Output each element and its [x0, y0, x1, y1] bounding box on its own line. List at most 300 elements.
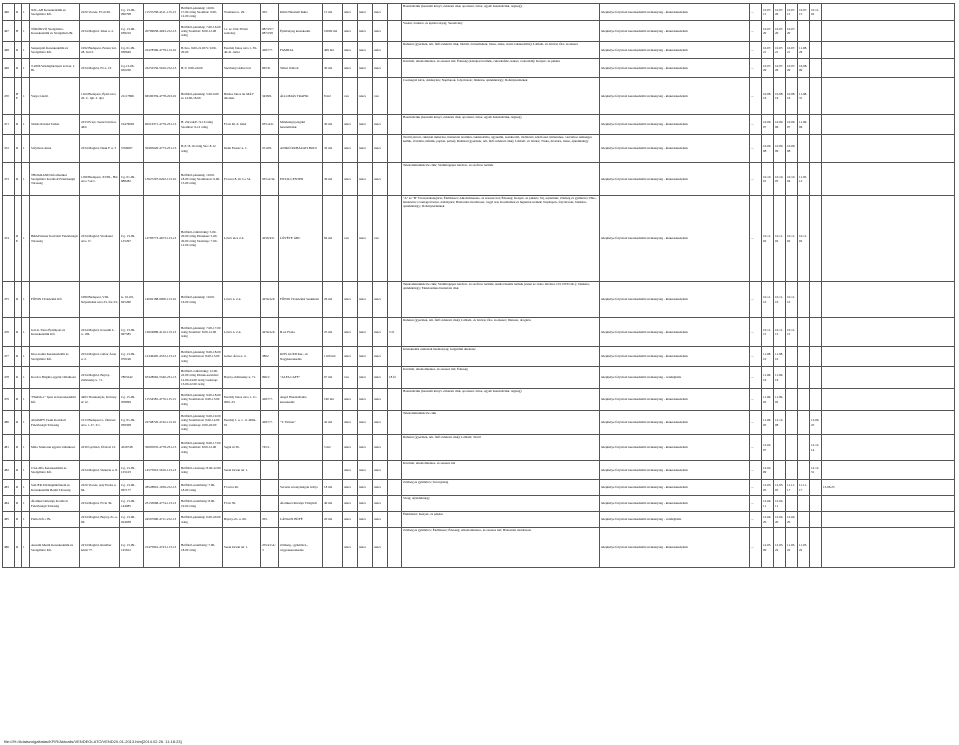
- flag-2-cell: nincs: [358, 115, 373, 135]
- flag-2-cell: nincs: [358, 78, 373, 115]
- count-cell: 1: [22, 318, 30, 347]
- company-name-cell: THOGRAND Informatikai Szolgáltató Korlátolt Felelősségű Társaság: [30, 163, 80, 196]
- date-1-cell: 12.05.09: [762, 528, 774, 568]
- date-2-cell: 10.10.05: [774, 163, 786, 196]
- date-5-cell: 10.11.02: [810, 4, 822, 21]
- extra-mark-cell: ...: [750, 512, 762, 528]
- registry-number-cell: Cg. 13-06-024638: [120, 512, 144, 528]
- row-number-cell: 482: [3, 461, 15, 480]
- registry-number-cell: 19476692: [120, 115, 144, 135]
- company-address-cell: 1180 Budapest, XVIII., Hát utca 7/A/1.: [80, 163, 120, 196]
- activity-type-cell: telephelye folytatott kereskedelmi tevékenység - kiskereskedelem: [600, 435, 750, 461]
- date-1-cell: 11.06.16: [762, 367, 774, 389]
- flag-2-cell: nincs: [358, 42, 373, 59]
- shop-name-cell: FŐNIX Távközlési Szaküzlet: [279, 282, 323, 318]
- registry-number-cell: Cg. 13-09-144085: [120, 496, 144, 512]
- trailing-cell-cell: [822, 411, 955, 435]
- flag-2-cell: nincs: [358, 196, 373, 282]
- date-5-cell: [810, 21, 822, 42]
- trailing-cell-cell: [822, 528, 955, 568]
- site-address-cell: Fő utca 46.: [223, 480, 261, 496]
- tax-number-cell: 12824898-4110-113-13: [144, 318, 180, 347]
- extra-mark-cell: ...: [750, 318, 762, 347]
- site-address-cell: Széchenyi Albert tér: [223, 59, 261, 78]
- trailing-cell-cell: [822, 196, 955, 282]
- site-address-cell: Lővér u. 2-4.: [223, 282, 261, 318]
- trailing-cell-cell: [822, 347, 955, 367]
- trailing-cell-cell: [822, 135, 955, 163]
- status-cell: R: [15, 528, 22, 568]
- date-1-cell: 10.09.07: [762, 115, 774, 135]
- parcel-number-cell: 935/A/6.: [261, 115, 279, 135]
- flag-3-cell: nincs: [373, 347, 388, 367]
- company-name-cell: XZL-AB Kereskedelmi és Szolgáltató Kft.: [30, 4, 80, 21]
- activity-type-cell: telephelye folytatott kereskedelmi tevékenység - kiskereskedelem: [600, 528, 750, 568]
- flag-3-cell: nincs: [373, 512, 388, 528]
- company-address-cell: 2220 Vecsés, Fő út 60.: [80, 4, 120, 21]
- opening-hours-cell: Hétfőtől-péntekig: 9.00-18.00 óráig Szombaton: 9.00-13.00 óráig: [180, 389, 223, 411]
- company-address-cell: 2234 Maglód, Gábor Áron u. 2.: [80, 347, 120, 367]
- date-3-cell: 10.11.10: [786, 282, 798, 318]
- flag-3-cell: nincs: [373, 435, 388, 461]
- activity-type-cell: telephelye folytatott kereskedelmi tevékenység - kiskereskedelem: [600, 135, 750, 163]
- date-2-cell: 10.11.10: [774, 282, 786, 318]
- company-name-cell: TÖRÖKVÖ Szolgáltató-Kereskedelmi és Szolgáltató Bt.: [30, 21, 80, 42]
- extra-mark-cell: ...: [750, 282, 762, 318]
- registry-number-cell: Cg. 13-09-125103: [120, 461, 144, 480]
- flag-1-cell: nincs: [343, 4, 358, 21]
- date-5-cell: 12.12.14: [810, 435, 822, 461]
- table-row: [3, 196, 955, 282]
- flag-4-cell: [388, 389, 402, 411]
- tax-number-cell: 66500359-4778-223-01: [144, 78, 180, 115]
- shop-name-cell: Kültő Használt Ruha: [279, 4, 323, 21]
- date-1-cell: 10.10.01: [762, 163, 774, 196]
- extra-mark-cell: ...: [750, 4, 762, 21]
- parcel-number-cell: 428/7/7.: [261, 411, 279, 435]
- extra-mark-cell: ...: [750, 411, 762, 435]
- site-address-cell: Fő út 40. 6. üzlet: [223, 115, 261, 135]
- trailing-cell-cell: [822, 21, 955, 42]
- activity-type-cell: telephelye folytatott kereskedelmi tevékenység - kiskereskedelem: [600, 78, 750, 115]
- flag-3-cell: nincs: [373, 163, 388, 196]
- goods-list-cell: Vasáru, barkács, és építési anyag; Szerelvény: [402, 21, 600, 42]
- site-address-cell: 11. sz. főút 30 km szelvény: [223, 21, 261, 42]
- flag-2-cell: nincs: [358, 528, 373, 568]
- date-5-cell: [810, 163, 822, 196]
- flag-2-cell: nincs: [358, 480, 373, 496]
- site-address-cell: Fő utca 8-10. Lo 34.: [223, 163, 261, 196]
- activity-type-cell: telephelye folytatott kereskedelmi tevékenység - kiskereskedelem: [600, 411, 750, 435]
- flag-4-cell: [388, 21, 402, 42]
- status-cell: R: [15, 4, 22, 21]
- flag-2-cell: nincs: [358, 512, 373, 528]
- parcel-number-cell: [261, 461, 279, 480]
- activity-type-cell: telephelye folytatott kereskedelmi tevékenység - kiskereskedelem: [600, 461, 750, 480]
- company-address-cell: 2230 Gyömrő, Ülők út 12.: [80, 435, 120, 461]
- flag-1-cell: van: [343, 78, 358, 115]
- flag-4-cell: [388, 163, 402, 196]
- table-row: [3, 78, 955, 115]
- company-name-cell: T-2006 Vendéglátóipari és Ker. é Bt.: [30, 59, 80, 78]
- shop-name-cell: Álomkert Rózsája Virágbolt: [279, 496, 323, 512]
- flag-2-cell: nincs: [358, 318, 373, 347]
- registry-number-cell: Cg. 01-09-938649: [120, 42, 144, 59]
- extra-mark-cell: ...: [750, 196, 762, 282]
- date-3-cell: 12.04.20: [786, 512, 798, 528]
- floor-area-cell: 8 m2: [323, 78, 343, 115]
- count-cell: 1: [22, 496, 30, 512]
- status-cell: R: [15, 389, 22, 411]
- flag-1-cell: nincs: [343, 21, 358, 42]
- opening-hours-cell: H-V. 0:00-24:00: [180, 59, 223, 78]
- company-name-cell: Szuperpiló Kereskedelmi és Szolgáltató Kft.: [30, 42, 80, 59]
- date-3-cell: 10.09.07: [786, 115, 798, 135]
- count-cell: 1: [22, 367, 30, 389]
- activity-type-cell: telephelye folytatott kereskedelmi tevékenység - kiskereskedelem: [600, 115, 750, 135]
- date-1-cell: 10.09.08: [762, 135, 774, 163]
- company-name-cell: Álomkert Rózsája Korlátolt Felelősségű Társaság: [30, 496, 80, 512]
- date-2-cell: 12.04.20: [774, 512, 786, 528]
- date-5-cell: [810, 480, 822, 496]
- date-3-cell: [786, 389, 798, 411]
- date-3-cell: 10.07.20: [786, 21, 798, 42]
- flag-2-cell: nincs: [358, 496, 373, 512]
- date-4-cell: [798, 282, 810, 318]
- shop-name-cell: "ALFA CAFE": [279, 367, 323, 389]
- activity-type-cell: telephelye folytatott kereskedelmi tevékenység - kiskereskedelem: [600, 480, 750, 496]
- floor-area-cell: 32 m2: [323, 135, 343, 163]
- flag-4-cell: [388, 4, 402, 21]
- date-3-cell: 10.09.08: [786, 135, 798, 163]
- flag-2-cell: nincs: [358, 21, 373, 42]
- flag-1-cell: nincs: [343, 411, 358, 435]
- company-address-cell: 2234 Maglód, Kossuth L. u. 106.: [80, 318, 120, 347]
- date-5-cell: [810, 115, 822, 135]
- goods-list-cell: Ruházat (gyermek, női, férfi ruházati cikk); Lábbeli; Textil: [402, 435, 600, 461]
- activity-type-cell: telephelye folytatott kereskedelmi tevékenység - kiskereskedelem: [600, 4, 750, 21]
- date-5-cell: [810, 496, 822, 512]
- company-name-cell: B&GPrinster Korlátolt Felelősségű Társaság: [30, 196, 80, 282]
- extra-mark-cell: ...: [750, 389, 762, 411]
- goods-list-cell: "A" és "B" fővesszőkategória; Élelmiszer; Alkoholmentes- és szeszes ital; Édesség; Kenyér- és pékáru; Tej, tejtermék; Zöldség és gyümölcs; Hús-, hentesáru; Csomagolt kávé, dohányáru; Háztartási tisztítószer, vegyi áru; Kozmetikai és higiéniai termék; Napilapok, folyóiratok; Játékáru, ajándéktárgy; Dohánytermékek: [402, 196, 600, 282]
- flag-4-cell: [388, 42, 402, 59]
- extra-mark-cell: ...: [750, 59, 762, 78]
- table-row: [3, 411, 955, 435]
- parcel-number-cell: 3438/6.: [261, 78, 279, 115]
- date-3-cell: 11.03.22: [786, 528, 798, 568]
- date-1-cell: 10.07.15: [762, 4, 774, 21]
- date-1-cell: 12.04.11: [762, 496, 774, 512]
- flag-2-cell: nincs: [358, 59, 373, 78]
- activity-type-cell: telephelye folytatott kereskedelmi tevékenység - kiskereskedelem: [600, 318, 750, 347]
- company-address-cell: 2233 Ecser, Szent István u. 46/b: [80, 115, 120, 135]
- shop-name-cell: Zöldség-, gyümölcs-, vegyeskereskedés: [279, 528, 323, 568]
- site-address-cell: Bethes János tér MÁV állomás: [223, 78, 261, 115]
- floor-area-cell: 20 m2: [323, 512, 343, 528]
- tax-number-cell: 20769658-4943-212-13: [144, 21, 180, 42]
- date-1-cell: 10.11.10: [762, 282, 774, 318]
- count-cell: 1: [22, 163, 30, 196]
- registry-number-cell: Cg. 13-09-145812: [120, 528, 144, 568]
- trailing-cell-cell: [822, 461, 955, 480]
- floor-area-cell: [323, 461, 343, 480]
- date-5-cell: 13.06.25: [810, 411, 822, 435]
- date-2-cell: 12.12.08: [774, 411, 786, 435]
- site-address-cell: Gábor Áron u. 2.: [223, 347, 261, 367]
- parcel-number-cell: [261, 480, 279, 496]
- trailing-cell-cell: [822, 389, 955, 411]
- extra-mark-cell: ...: [750, 528, 762, 568]
- status-cell: R: [15, 411, 22, 435]
- extra-mark-cell: ...: [750, 367, 762, 389]
- opening-hours-cell: Hétfőtől-szombatig: 8.00-19.00 óráig: [180, 496, 223, 512]
- table-row: [3, 21, 955, 42]
- flag-3-cell: nincs: [373, 282, 388, 318]
- shop-name-cell: LŐVÉTE ÁBC: [279, 196, 323, 282]
- registry-number-cell: 21117806: [120, 78, 144, 115]
- company-name-cell: SAUER Zöldséghűtőüzem és Kereskedelmi Betéti Társaság: [30, 480, 80, 496]
- company-name-cell: Sólymosi Anna: [30, 135, 80, 163]
- date-1-cell: 10.07.20: [762, 21, 774, 42]
- date-3-cell: 10.11.02: [786, 196, 798, 282]
- date-4-cell: [798, 435, 810, 461]
- extra-mark-cell: ...: [750, 496, 762, 512]
- registry-number-cell: Cg. 13-09-090798: [120, 4, 144, 21]
- company-address-cell: 2234 Maglód, Jókai u. 2.: [80, 21, 120, 42]
- parcel-number-cell: 4256/A/6.: [261, 282, 279, 318]
- registry-number-cell: Cg. 01-09-888282: [120, 163, 144, 196]
- flag-2-cell: nincs: [358, 411, 373, 435]
- parcel-number-cell: 935/A/34.: [261, 163, 279, 196]
- row-number-cell: 466: [3, 4, 15, 21]
- count-cell: 1: [22, 461, 30, 480]
- company-address-cell: 2234 Maglód, Rendber körút 77.: [80, 528, 120, 568]
- floor-area-cell: 25 m2: [323, 318, 343, 347]
- count-cell: 1: [22, 42, 30, 59]
- flag-1-cell: nincs: [343, 318, 358, 347]
- floor-area-cell: 15 m2: [323, 4, 343, 21]
- parcel-number-cell: 0873/57; 0873/58: [261, 21, 279, 42]
- count-cell: 1: [22, 528, 30, 568]
- row-number-cell: 467: [3, 21, 15, 42]
- floor-area-cell: [323, 528, 343, 568]
- extra-mark-cell: ...: [750, 461, 762, 480]
- floor-area-cell: 30 m2: [323, 59, 343, 78]
- parcel-number-cell: 428/7/7.: [261, 42, 279, 59]
- trailing-cell-cell: [822, 282, 955, 318]
- registry-number-cell: Cg. 15-09-058099: [120, 389, 144, 411]
- goods-list-cell: Telekommunikációs cikk; Számítógépes hardver- és szoftver termék: [402, 163, 600, 196]
- activity-type-cell: telephelye folytatott kereskedelmi tevékenység - vendéglátás: [600, 512, 750, 528]
- extra-mark-cell: ...: [750, 78, 762, 115]
- row-number-cell: 486: [3, 528, 15, 568]
- flag-4-cell: [388, 496, 402, 512]
- row-number-cell: 478: [3, 367, 15, 389]
- table-row: [3, 42, 955, 59]
- goods-list-cell: Virág; Ajándéktárgy: [402, 496, 600, 512]
- goods-list-cell: Ruházat (gyermek, női, férfi ruházati cikk); Lábbeli- és bőráru; Óra- és ékszer; Illatszer, drogéria: [402, 318, 600, 347]
- status-cell: R: [15, 435, 22, 461]
- status-cell: R: [15, 512, 22, 528]
- status-cell: R: [15, 163, 22, 196]
- trailing-cell-cell: [822, 435, 955, 461]
- count-cell: 1: [22, 480, 30, 496]
- count-cell: 1: [22, 21, 30, 42]
- extra-mark-cell: ...: [750, 480, 762, 496]
- date-2-cell: 11.08.10: [774, 347, 786, 367]
- flag-2-cell: nincs: [358, 282, 373, 318]
- date-3-cell: 10.11.15: [786, 318, 798, 347]
- tax-number-cell: 60216371-4779-231-13: [144, 115, 180, 135]
- site-address-cell: Deák Ferenc u. 1.: [223, 135, 261, 163]
- flag-3-cell: nincs: [373, 389, 388, 411]
- company-address-cell: 1013 Budapest I., Öntevér utca 1. 27. 3/1.: [80, 411, 120, 435]
- row-number-cell: 475: [3, 282, 15, 318]
- flag-3-cell: nincs: [373, 318, 388, 347]
- date-5-cell: [810, 135, 822, 163]
- goods-list-cell: Csomagolt kávé, dohányáru; Napilapok, folyóiratok; Játékáru, ajándéktárgy; Dohánytermékek: [402, 78, 600, 115]
- status-cell: R: [15, 461, 22, 480]
- date-4-cell: 10.07.15: [798, 4, 810, 21]
- date-4-cell: [798, 347, 810, 367]
- flag-3-cell: nincs: [373, 411, 388, 435]
- flag-2-cell: nincs: [358, 135, 373, 163]
- date-4-cell: [798, 318, 810, 347]
- extra-mark-cell: ...: [750, 435, 762, 461]
- date-3-cell: 10.07.29: [786, 59, 798, 78]
- flag-3-cell: nincs: [373, 4, 388, 21]
- status-cell: H: [15, 21, 22, 42]
- registry-number-cell: 5766097: [120, 135, 144, 163]
- register-rows: [3, 4, 955, 568]
- flag-3-cell: nincs: [373, 496, 388, 512]
- status-cell: R: [15, 59, 22, 78]
- company-address-cell: 1092 Budapest, Ferenc krt. 28. fszt.5.: [80, 42, 120, 59]
- table-row: [3, 528, 955, 568]
- flag-4-cell: [388, 435, 402, 461]
- trailing-cell-cell: [822, 4, 955, 21]
- opening-hours-cell: H. Zárvak/P.: 9-16 óráig Szombat: 9-12 óráig: [180, 115, 223, 135]
- tax-number-cell: 14783773-4673-113-13: [144, 196, 180, 282]
- tax-number-cell: 28528810-1039-212-13: [144, 480, 180, 496]
- date-1-cell: 10.11.02: [762, 196, 774, 282]
- date-4-cell: [798, 496, 810, 512]
- registry-number-cell: Cg. 13-09-125297: [120, 196, 144, 282]
- goods-list-cell: Kávéital, alkoholmentes- és szeszes ital; Édesség (édesipari termék, cukorkaféle, kakaó, csokoládé); Kenyér- és pékáru: [402, 59, 600, 78]
- goods-list-cell: Kávéital, alkoholmentes- és szeszes ital: [402, 461, 600, 480]
- flag-4-cell: 5 fő: [388, 318, 402, 347]
- date-5-cell: [810, 318, 822, 347]
- opening-hours-cell: Hétfőtől-péntekig: 8.00-18.00 óráig Szombaton: 8.00-13.00 óráig: [180, 347, 223, 367]
- row-number-cell: 473: [3, 163, 15, 196]
- company-address-cell: 4493 Tiszakanyár, Kölcsey út 12.: [80, 389, 120, 411]
- date-1-cell: 12.03.05: [762, 480, 774, 496]
- tax-number-cell: 11554585-4779-115-15: [144, 389, 180, 411]
- flag-4-cell: [388, 512, 402, 528]
- registry-number-cell: G. 01-09-925260: [120, 282, 144, 318]
- flag-3-cell: nincs: [373, 480, 388, 496]
- parcel-number-cell: 2554/1/A/3: [261, 528, 279, 568]
- company-name-cell: Gál és Társa Építőipari és Kereskedelmi Kft.: [30, 318, 80, 347]
- date-1-cell: 11.08.10: [762, 347, 774, 367]
- tax-number-cell: 21475891-4723-113-13: [144, 528, 180, 568]
- date-5-cell: [810, 367, 822, 389]
- trailing-cell-cell: [822, 512, 955, 528]
- opening-hours-cell: Hétfőtől-péntekig: 8.00-17.00 óráig Szombat: 8.00-12.00 óráig: [180, 435, 223, 461]
- count-cell: 1: [22, 196, 30, 282]
- flag-1-cell: nincs: [343, 480, 358, 496]
- extra-mark-cell: ...: [750, 21, 762, 42]
- opening-hours-cell: Hétfőtől-péntekig: 10.00-16.00 óráig: [180, 282, 223, 318]
- shop-name-cell: Mindenigi pengahí használtcikk: [279, 115, 323, 135]
- floor-area-cell: 1100 m2: [323, 347, 343, 367]
- flag-4-cell: 18 fő: [388, 367, 402, 389]
- date-4-cell: 11.08.26: [798, 42, 810, 59]
- flag-2-cell: nincs: [358, 389, 373, 411]
- flag-3-cell: nincs: [373, 42, 388, 59]
- activity-type-cell: telephelye folytatott kereskedelmi tevékenység - kiskereskedelem: [600, 496, 750, 512]
- date-4-cell: [798, 461, 810, 480]
- opening-hours-cell: Hétfőtől-csütörtökig: 5.00-20.00 óráig Pénteken: 5.00-20.00 óráig Vasárnap: 7.00-12.00 óráig: [180, 196, 223, 282]
- flag-2-cell: nincs: [358, 4, 373, 21]
- parcel-number-cell: 205.: [261, 512, 279, 528]
- trailing-cell-cell: [822, 163, 955, 196]
- registry-number-cell: Cg. 13-06-067177: [120, 480, 144, 496]
- date-2-cell: 11.09.02: [774, 389, 786, 411]
- company-name-cell: Anasim Mezál Kereskedelmi és Szolgáltató Kft.: [30, 528, 80, 568]
- site-address-cell: Ezerbáj János utca 1. 11-0001-01: [223, 389, 261, 411]
- flag-3-cell: nincs: [373, 528, 388, 568]
- shop-name-cell: ÁLLOMÁS TRAFIK: [279, 78, 323, 115]
- date-3-cell: [786, 411, 798, 435]
- row-number-cell: 485: [3, 512, 15, 528]
- site-address-cell: Segát út 36.: [223, 435, 261, 461]
- opening-hours-cell: H-P.: 8-16 óráig Szo: 8-12 óráig: [180, 135, 223, 163]
- date-3-cell: [786, 435, 798, 461]
- goods-list-cell: Textil (szövet, ruházati méteráru, háztartási textiláru, lakástextília, ágynemű, asztalterítő, törölköző, kötőfonal, hímzéshez, varráshoz szükséges kellék, rövidáru, tűfélék, paplan, párna); Ruházat (gyermek, női, férfi ruházati cikk); Lábbeli- és bőráru; Táska, divatáru, bizsu, ajándéktárgy: [402, 135, 600, 163]
- flag-3-cell: nincs: [373, 59, 388, 78]
- count-cell: 1: [22, 135, 30, 163]
- date-2-cell: 10.09.06: [774, 115, 786, 135]
- table-row: [3, 480, 955, 496]
- shop-name-cell: FAMILIA: [279, 42, 323, 59]
- trailing-cell-cell: 13.06.25: [822, 480, 955, 496]
- parcel-number-cell: 965/8.: [261, 59, 279, 78]
- date-4-cell: [798, 367, 810, 389]
- site-address-cell: Bajcsy-Zs. u. 69.: [223, 512, 261, 528]
- site-address-cell: Wodianer u. 29.: [223, 4, 261, 21]
- date-1-cell: 11.09.02: [762, 389, 774, 411]
- shop-name-cell: B-ex Flotta: [279, 318, 323, 347]
- date-4-cell: 10.08.09: [798, 59, 810, 78]
- floor-area-cell: 42 m2: [323, 411, 343, 435]
- date-3-cell: [786, 347, 798, 367]
- opening-hours-cell: Hétfőtől-csütörtökig: 12.00-22.00 óráig Péntek-szombat: 12.00-24.00 óráig vasárnap: 13.00-22.00 óráig: [180, 367, 223, 389]
- flag-4-cell: [388, 282, 402, 318]
- company-address-cell: 2234 Maglód, Wodianer utca 17.: [80, 196, 120, 282]
- parcel-number-cell: 4256/A/6.: [261, 318, 279, 347]
- trailing-cell-cell: [822, 115, 955, 135]
- flag-2-cell: nincs: [358, 461, 373, 480]
- goods-list-cell: Telekommunikációs cikk; Számítógépes hardver- és szoftver termék; Audiovizuális termék (zenei és video felvétel, CD, DVD stb.); Játékáru, ajándéktárgy; Elektronikus háztartási cikk: [402, 282, 600, 318]
- row-number-cell: 474: [3, 196, 15, 282]
- row-number-cell: 481: [3, 435, 15, 461]
- table-row: [3, 389, 955, 411]
- company-address-cell: 2220 Vecsés, Ady Endre u. 84.: [80, 480, 120, 496]
- tax-number-cell: 22252559-5610-212-13: [144, 59, 180, 78]
- opening-hours-cell: Hétfőtől-péntekig: 7.00-16.00 óráig Szombat: 8.00-12.00 óráig: [180, 21, 223, 42]
